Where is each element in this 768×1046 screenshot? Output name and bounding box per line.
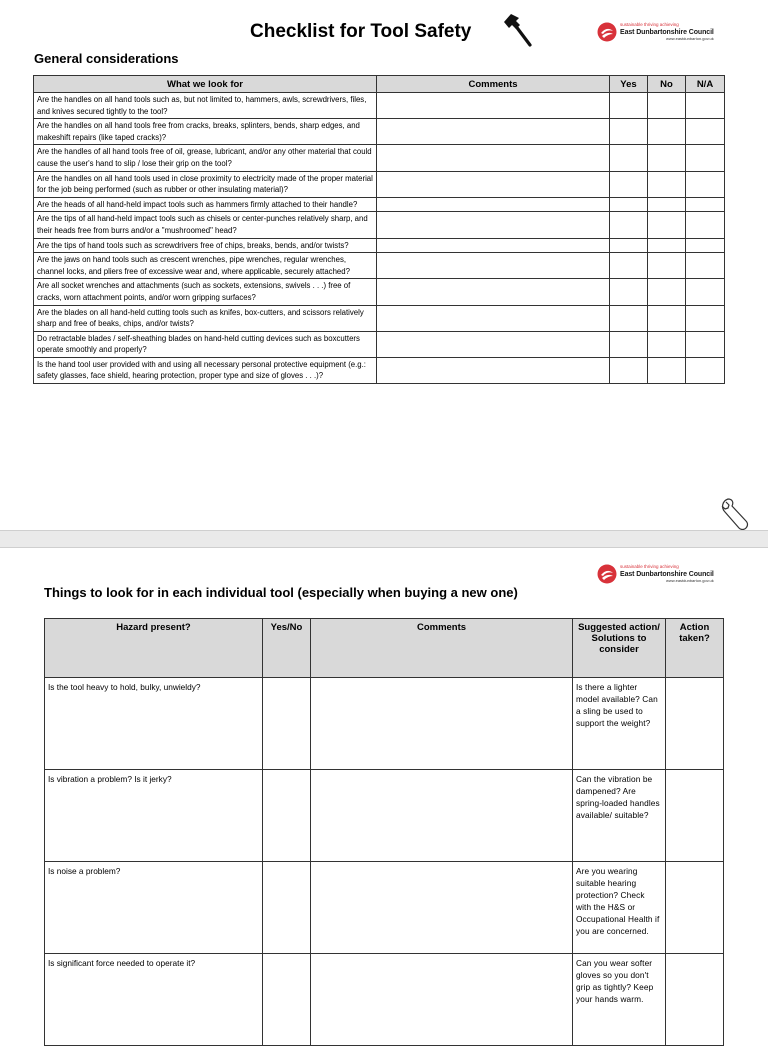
logo-name: East Dunbartonshire Council bbox=[620, 28, 714, 36]
col-header: No bbox=[648, 76, 686, 93]
logo-name: East Dunbartonshire Council bbox=[620, 570, 714, 578]
general-checklist-table bbox=[33, 75, 725, 384]
yes-no-cell[interactable] bbox=[263, 678, 311, 770]
table-row bbox=[34, 253, 725, 279]
page-two bbox=[0, 548, 768, 1024]
comments-cell[interactable] bbox=[311, 770, 573, 862]
question-cell: Are the handles of all hand tools free of oil, grease, lubricant, and/or any other material that could cause the user's hand to slip / lose their grip on the tool? bbox=[34, 145, 377, 171]
yes-cell[interactable] bbox=[610, 253, 648, 279]
table-row bbox=[34, 119, 725, 145]
no-cell[interactable] bbox=[648, 238, 686, 253]
comments-cell[interactable] bbox=[377, 197, 610, 212]
no-cell[interactable] bbox=[648, 145, 686, 171]
col-header: Yes/No bbox=[263, 619, 311, 678]
logo-tagline: sustainable thriving achieving bbox=[620, 22, 679, 28]
council-logo bbox=[597, 22, 714, 42]
table-row bbox=[34, 212, 725, 238]
action-taken-cell[interactable] bbox=[666, 678, 724, 770]
question-cell: Are the tips of all hand-held impact tools such as chisels or center-punches relatively sharp, and their heads free from burrs and/or a "mushroomed" head? bbox=[34, 212, 377, 238]
question-cell: Are the tips of hand tools such as screwdrivers free of chips, breaks, bends, and/or twists? bbox=[34, 238, 377, 253]
action-taken-cell[interactable] bbox=[666, 954, 724, 1046]
no-cell[interactable] bbox=[648, 331, 686, 357]
individual-tool-table bbox=[44, 618, 724, 1046]
suggestion-cell: Can the vibration be dampened? Are spring-loaded handles available/ suitable? bbox=[573, 770, 666, 862]
yes-no-cell[interactable] bbox=[263, 770, 311, 862]
comments-cell[interactable] bbox=[377, 279, 610, 305]
logo-tagline: sustainable thriving achieving bbox=[620, 564, 679, 570]
hazard-cell: Is significant force needed to operate it? bbox=[45, 954, 263, 1046]
comments-cell[interactable] bbox=[377, 119, 610, 145]
table-row bbox=[34, 279, 725, 305]
no-cell[interactable] bbox=[648, 212, 686, 238]
na-cell[interactable] bbox=[686, 279, 725, 305]
yes-cell[interactable] bbox=[610, 212, 648, 238]
table-row bbox=[45, 770, 724, 862]
comments-cell[interactable] bbox=[377, 253, 610, 279]
table-row bbox=[45, 862, 724, 954]
na-cell[interactable] bbox=[686, 93, 725, 119]
na-cell[interactable] bbox=[686, 145, 725, 171]
council-logo-icon bbox=[597, 564, 617, 584]
no-cell[interactable] bbox=[648, 93, 686, 119]
no-cell[interactable] bbox=[648, 119, 686, 145]
col-header: Yes bbox=[610, 76, 648, 93]
question-cell: Are all socket wrenches and attachments (such as sockets, extensions, swivels . . .) free of cracks, worn attachment points, and/or worn gripping surfaces? bbox=[34, 279, 377, 305]
yes-cell[interactable] bbox=[610, 171, 648, 197]
comments-cell[interactable] bbox=[377, 357, 610, 383]
question-cell: Are the handles on all hand tools such as, but not limited to, hammers, awls, screwdrivers, files, and knives secured tightly to the tool? bbox=[34, 93, 377, 119]
question-cell: Are the blades on all hand-held cutting tools such as knifes, box-cutters, and scissors relatively sharp and free of beaks, chips, and/or twists? bbox=[34, 305, 377, 331]
yes-cell[interactable] bbox=[610, 331, 648, 357]
no-cell[interactable] bbox=[648, 197, 686, 212]
council-logo-icon bbox=[597, 22, 617, 42]
question-cell: Are the jaws on hand tools such as crescent wrenches, pipe wrenches, regular wrenches, channel locks, and pliers free of excessive wear and, where applicable, securely attached? bbox=[34, 253, 377, 279]
hammer-icon bbox=[503, 12, 535, 48]
question-cell: Are the heads of all hand-held impact tools such as hammers firmly attached to their handle? bbox=[34, 197, 377, 212]
comments-cell[interactable] bbox=[377, 93, 610, 119]
yes-cell[interactable] bbox=[610, 119, 648, 145]
question-cell: Are the handles on all hand tools used in close proximity to electricity made of the proper material for the job being performed (such as rubber or other insulating material)? bbox=[34, 171, 377, 197]
suggestion-cell: Are you wearing suitable hearing protection? Check with the H&S or Occupational Health if you are concerned. bbox=[573, 862, 666, 954]
section-heading-individual: Things to look for in each individual tool (especially when buying a new one) bbox=[44, 585, 518, 600]
comments-cell[interactable] bbox=[377, 331, 610, 357]
page-title: Checklist for Tool Safety bbox=[250, 21, 472, 42]
question-cell: Are the handles on all hand tools free from cracks, breaks, splinters, bends, sharp edges, and makeshift repairs (like taped cracks)? bbox=[34, 119, 377, 145]
table-row bbox=[34, 305, 725, 331]
yes-cell[interactable] bbox=[610, 305, 648, 331]
table-header-row bbox=[34, 76, 725, 93]
table-row bbox=[45, 678, 724, 770]
comments-cell[interactable] bbox=[377, 145, 610, 171]
action-taken-cell[interactable] bbox=[666, 862, 724, 954]
no-cell[interactable] bbox=[648, 357, 686, 383]
na-cell[interactable] bbox=[686, 119, 725, 145]
table-row bbox=[34, 145, 725, 171]
yes-cell[interactable] bbox=[610, 238, 648, 253]
comments-cell[interactable] bbox=[311, 954, 573, 1046]
table-row bbox=[34, 197, 725, 212]
no-cell[interactable] bbox=[648, 305, 686, 331]
yes-cell[interactable] bbox=[610, 279, 648, 305]
action-taken-cell[interactable] bbox=[666, 770, 724, 862]
col-header: Comments bbox=[311, 619, 573, 678]
question-cell: Do retractable blades / self-sheathing blades on hand-held cutting devices such as boxcutters operate smoothly and properly? bbox=[34, 331, 377, 357]
table-row bbox=[34, 171, 725, 197]
comments-cell[interactable] bbox=[311, 678, 573, 770]
table-row bbox=[34, 238, 725, 253]
table-row bbox=[34, 331, 725, 357]
yes-no-cell[interactable] bbox=[263, 954, 311, 1046]
comments-cell[interactable] bbox=[377, 171, 610, 197]
comments-cell[interactable] bbox=[377, 305, 610, 331]
col-header: Comments bbox=[377, 76, 610, 93]
no-cell[interactable] bbox=[648, 171, 686, 197]
col-header: What we look for bbox=[34, 76, 377, 93]
hazard-cell: Is the tool heavy to hold, bulky, unwieldy? bbox=[45, 678, 263, 770]
na-cell[interactable] bbox=[686, 357, 725, 383]
na-cell[interactable] bbox=[686, 171, 725, 197]
question-cell: Is the hand tool user provided with and using all necessary personal protective equipment (e.g.: safety glasses, face shield, hearing protection, proper type and size of gloves . . .)? bbox=[34, 357, 377, 383]
council-logo bbox=[597, 564, 714, 584]
col-header: Action taken? bbox=[666, 619, 724, 678]
suggestion-cell: Can you wear softer gloves so you don't grip as tightly? Keep your hands warm. bbox=[573, 954, 666, 1046]
table-header-row bbox=[45, 619, 724, 678]
yes-cell[interactable] bbox=[610, 145, 648, 171]
yes-cell[interactable] bbox=[610, 357, 648, 383]
no-cell[interactable] bbox=[648, 279, 686, 305]
yes-cell[interactable] bbox=[610, 197, 648, 212]
logo-url: www.eastdunbarton.gov.uk bbox=[666, 577, 714, 583]
suggestion-cell: Is there a lighter model available? Can a sling be used to support the weight? bbox=[573, 678, 666, 770]
table-row bbox=[34, 357, 725, 383]
na-cell[interactable] bbox=[686, 331, 725, 357]
yes-no-cell[interactable] bbox=[263, 862, 311, 954]
no-cell[interactable] bbox=[648, 253, 686, 279]
na-cell[interactable] bbox=[686, 238, 725, 253]
comments-cell[interactable] bbox=[377, 212, 610, 238]
na-cell[interactable] bbox=[686, 253, 725, 279]
table-row bbox=[34, 93, 725, 119]
col-header: N/A bbox=[686, 76, 725, 93]
na-cell[interactable] bbox=[686, 305, 725, 331]
comments-cell[interactable] bbox=[311, 862, 573, 954]
page-divider bbox=[0, 530, 768, 548]
col-header: Suggested action/ Solutions to consider bbox=[573, 619, 666, 678]
table-row bbox=[45, 954, 724, 1046]
na-cell[interactable] bbox=[686, 212, 725, 238]
hazard-cell: Is vibration a problem? Is it jerky? bbox=[45, 770, 263, 862]
comments-cell[interactable] bbox=[377, 238, 610, 253]
hazard-cell: Is noise a problem? bbox=[45, 862, 263, 954]
wrench-icon bbox=[719, 497, 753, 531]
col-header: Hazard present? bbox=[45, 619, 263, 678]
yes-cell[interactable] bbox=[610, 93, 648, 119]
logo-url: www.eastdunbarton.gov.uk bbox=[666, 35, 714, 41]
section-heading-general: General considerations bbox=[34, 51, 179, 66]
na-cell[interactable] bbox=[686, 197, 725, 212]
